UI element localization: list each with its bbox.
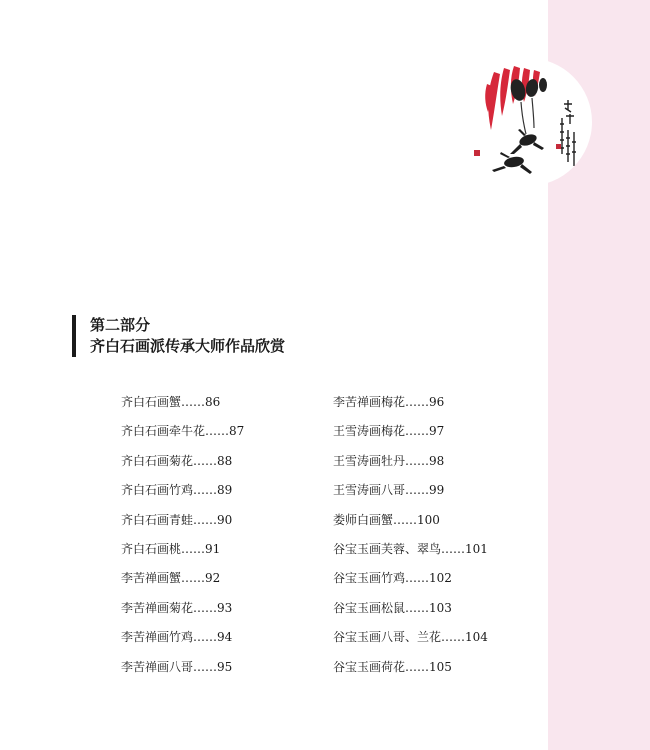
section-header [72,315,285,357]
toc-entry[interactable] [121,421,244,450]
toc-entry-title: 娄师白画蟹 [333,512,394,527]
toc-entry-title: 谷宝玉画芙蓉、翠鸟 [333,541,442,556]
toc-entry[interactable] [333,657,488,686]
toc-entry[interactable] [121,392,244,421]
toc-entry-title: 齐白石画蟹 [121,395,182,409]
toc-entry-title: 齐白石画桃 [121,541,182,556]
toc-entry-page: ……91 [181,541,221,556]
toc-entry[interactable] [333,421,488,450]
section-title: 齐白石画派传承大师作品欣赏 [90,337,286,355]
toc-entry[interactable] [121,657,244,686]
toc-entry-title: 李苦禅画蟹 [121,571,182,586]
toc-entry-page: ……88 [193,453,233,468]
toc-entry[interactable] [121,627,244,656]
part-label: 第二部分 [90,316,151,334]
toc-entry-title: 齐白石画竹鸡 [121,483,194,498]
toc-entry-title: 谷宝玉画八哥、兰花 [333,630,442,645]
toc-entry-title: 谷宝玉画竹鸡 [333,571,406,586]
toc-entry-title: 齐白石画牵牛花 [121,424,206,439]
toc-entry-title: 王雪涛画牡丹 [333,453,406,468]
toc-entry-title: 李苦禅画梅花 [333,395,406,409]
toc-entry-page: ……89 [193,483,233,498]
toc-entry-page: ……103 [405,600,452,615]
toc-entry-page: ……105 [405,659,452,674]
frog-and-lotus-painting-icon [464,58,592,186]
toc-entry[interactable] [121,480,244,509]
toc-entry[interactable] [333,568,488,597]
toc-entry-page: ……102 [405,571,452,586]
toc-entry[interactable] [333,598,488,627]
toc-entry[interactable] [333,480,488,509]
toc-entry-title: 李苦禅画竹鸡 [121,630,194,645]
toc-entry-title: 李苦禅画菊花 [121,600,194,615]
toc-entry-page: ……101 [441,541,488,556]
toc-entry-page: ……86 [181,395,221,409]
toc-entry[interactable] [333,627,488,656]
toc-entry-title: 齐白石画菊花 [121,453,194,468]
toc-entry-title: 谷宝玉画松鼠 [333,600,406,615]
toc-entry-title: 王雪涛画八哥 [333,483,406,498]
toc-entry-page: ……97 [405,424,445,439]
toc-entry-page: ……95 [193,659,233,674]
toc-entry[interactable] [333,392,488,421]
toc-entry-title: 谷宝玉画荷花 [333,659,406,674]
toc-left-column [121,392,244,686]
toc-entry-page: ……93 [193,600,233,615]
toc-entry[interactable] [121,539,244,568]
toc-entry[interactable] [333,539,488,568]
toc-entry-page: ……94 [193,630,233,645]
toc-entry[interactable] [333,451,488,480]
toc-entry[interactable] [121,451,244,480]
toc-entry-page: ……87 [205,424,245,439]
toc-entry-title: 李苦禅画八哥 [121,659,194,674]
frog-painting-illustration [464,58,592,186]
toc-entry[interactable] [121,598,244,627]
toc-entry-page: ……98 [405,453,445,468]
toc-entry-page: ……100 [393,512,440,527]
toc-entry-page: ……104 [441,630,488,645]
toc-entry-page: ……92 [181,571,221,586]
toc-entry-page: ……99 [405,483,445,498]
toc-entry-title: 王雪涛画梅花 [333,424,406,439]
toc-right-column [333,392,488,686]
toc-entry-title: 齐白石画青蛙 [121,512,194,527]
toc-entry-page: ……90 [193,512,233,527]
toc-entry[interactable] [121,510,244,539]
toc-entry-page: ……96 [405,395,445,409]
toc-entry[interactable] [333,510,488,539]
toc-entry[interactable] [121,568,244,597]
